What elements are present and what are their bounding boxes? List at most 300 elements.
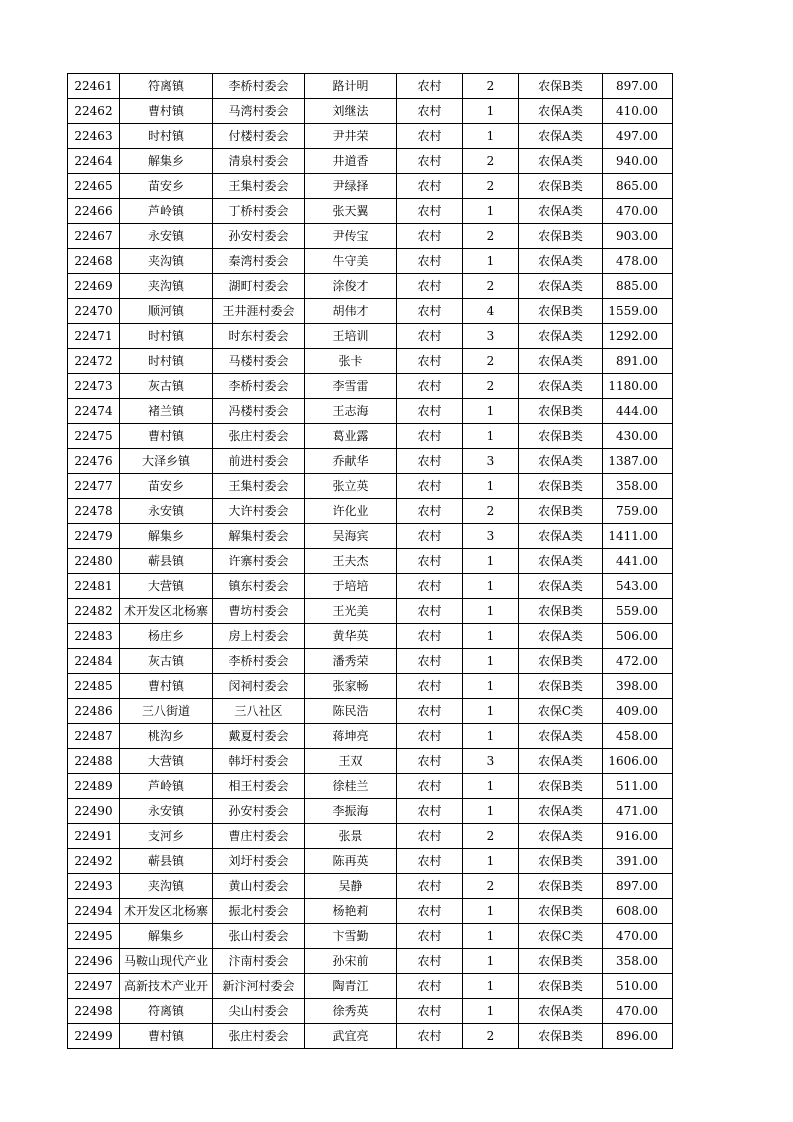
town-cell: 杨庄乡 <box>120 624 213 649</box>
amount-cell: 458.00 <box>603 724 673 749</box>
household-count-cell: 1 <box>463 799 519 824</box>
insurance-class-cell: 农保A类 <box>519 549 603 574</box>
table-row <box>68 424 673 449</box>
town-cell: 顺河镇 <box>120 299 213 324</box>
area-type-cell: 农村 <box>397 899 463 924</box>
town-cell: 大营镇 <box>120 574 213 599</box>
table-row <box>68 249 673 274</box>
record-id-cell: 22483 <box>68 624 120 649</box>
insurance-class-cell: 农保A类 <box>519 999 603 1024</box>
insurance-class-cell: 农保A类 <box>519 749 603 774</box>
table-row <box>68 349 673 374</box>
table-row <box>68 174 673 199</box>
record-id-cell: 22496 <box>68 949 120 974</box>
insurance-class-cell: 农保B类 <box>519 299 603 324</box>
area-type-cell: 农村 <box>397 849 463 874</box>
amount-cell: 608.00 <box>603 899 673 924</box>
insurance-class-cell: 农保A类 <box>519 274 603 299</box>
amount-cell: 897.00 <box>603 874 673 899</box>
record-id-cell: 22482 <box>68 599 120 624</box>
amount-cell: 940.00 <box>603 149 673 174</box>
insurance-class-cell: 农保A类 <box>519 524 603 549</box>
insurance-class-cell: 农保A类 <box>519 199 603 224</box>
town-cell: 时村镇 <box>120 124 213 149</box>
person-name-cell: 尹绿择 <box>305 174 397 199</box>
insurance-class-cell: 农保B类 <box>519 499 603 524</box>
record-id-cell: 22463 <box>68 124 120 149</box>
village-cell: 黄山村委会 <box>213 874 305 899</box>
area-type-cell: 农村 <box>397 749 463 774</box>
village-cell: 许寨村委会 <box>213 549 305 574</box>
household-count-cell: 3 <box>463 449 519 474</box>
area-type-cell: 农村 <box>397 599 463 624</box>
village-cell: 张庄村委会 <box>213 424 305 449</box>
person-name-cell: 张卡 <box>305 349 397 374</box>
person-name-cell: 孙宋前 <box>305 949 397 974</box>
record-id-cell: 22485 <box>68 674 120 699</box>
person-name-cell: 牛守美 <box>305 249 397 274</box>
insurance-class-cell: 农保B类 <box>519 674 603 699</box>
record-id-cell: 22487 <box>68 724 120 749</box>
village-cell: 孙安村委会 <box>213 224 305 249</box>
table-row <box>68 199 673 224</box>
record-id-cell: 22467 <box>68 224 120 249</box>
household-count-cell: 1 <box>463 849 519 874</box>
table-row <box>68 849 673 874</box>
table-row <box>68 899 673 924</box>
amount-cell: 470.00 <box>603 199 673 224</box>
table-row <box>68 474 673 499</box>
table-row <box>68 924 673 949</box>
person-name-cell: 尹井荣 <box>305 124 397 149</box>
household-count-cell: 1 <box>463 949 519 974</box>
insurance-class-cell: 农保B类 <box>519 649 603 674</box>
table-row <box>68 974 673 999</box>
record-id-cell: 22481 <box>68 574 120 599</box>
insurance-class-cell: 农保A类 <box>519 249 603 274</box>
insurance-class-cell: 农保C类 <box>519 924 603 949</box>
record-id-cell: 22497 <box>68 974 120 999</box>
person-name-cell: 蒋坤亮 <box>305 724 397 749</box>
amount-cell: 478.00 <box>603 249 673 274</box>
area-type-cell: 农村 <box>397 349 463 374</box>
town-cell: 灰古镇 <box>120 649 213 674</box>
town-cell: 蕲县镇 <box>120 549 213 574</box>
person-name-cell: 王夫杰 <box>305 549 397 574</box>
area-type-cell: 农村 <box>397 574 463 599</box>
household-count-cell: 1 <box>463 199 519 224</box>
household-count-cell: 1 <box>463 549 519 574</box>
record-id-cell: 22464 <box>68 149 120 174</box>
area-type-cell: 农村 <box>397 724 463 749</box>
town-cell: 夹沟镇 <box>120 249 213 274</box>
amount-cell: 497.00 <box>603 124 673 149</box>
village-cell: 李桥村委会 <box>213 649 305 674</box>
area-type-cell: 农村 <box>397 299 463 324</box>
town-cell: 术开发区北杨寨 <box>120 599 213 624</box>
household-count-cell: 1 <box>463 649 519 674</box>
record-id-cell: 22479 <box>68 524 120 549</box>
amount-cell: 430.00 <box>603 424 673 449</box>
village-cell: 孙安村委会 <box>213 799 305 824</box>
insurance-class-cell: 农保A类 <box>519 824 603 849</box>
table-row <box>68 74 673 99</box>
insurance-class-cell: 农保B类 <box>519 74 603 99</box>
person-name-cell: 张家畅 <box>305 674 397 699</box>
town-cell: 符离镇 <box>120 74 213 99</box>
person-name-cell: 杨艳莉 <box>305 899 397 924</box>
town-cell: 苗安乡 <box>120 474 213 499</box>
record-id-cell: 22486 <box>68 699 120 724</box>
record-id-cell: 22495 <box>68 924 120 949</box>
person-name-cell: 吴海宾 <box>305 524 397 549</box>
village-cell: 张山村委会 <box>213 924 305 949</box>
village-cell: 前进村委会 <box>213 449 305 474</box>
insurance-class-cell: 农保C类 <box>519 699 603 724</box>
person-name-cell: 路计明 <box>305 74 397 99</box>
town-cell: 永安镇 <box>120 224 213 249</box>
insurance-class-cell: 农保A类 <box>519 99 603 124</box>
town-cell: 灰古镇 <box>120 374 213 399</box>
village-cell: 振北村委会 <box>213 899 305 924</box>
person-name-cell: 徐秀英 <box>305 999 397 1024</box>
village-cell: 解集村委会 <box>213 524 305 549</box>
records-table <box>67 73 673 1049</box>
insurance-class-cell: 农保B类 <box>519 1024 603 1049</box>
town-cell: 芦岭镇 <box>120 774 213 799</box>
amount-cell: 1387.00 <box>603 449 673 474</box>
area-type-cell: 农村 <box>397 74 463 99</box>
village-cell: 曹坊村委会 <box>213 599 305 624</box>
village-cell: 时东村委会 <box>213 324 305 349</box>
area-type-cell: 农村 <box>397 874 463 899</box>
household-count-cell: 3 <box>463 749 519 774</box>
insurance-class-cell: 农保B类 <box>519 849 603 874</box>
amount-cell: 1559.00 <box>603 299 673 324</box>
area-type-cell: 农村 <box>397 824 463 849</box>
town-cell: 时村镇 <box>120 349 213 374</box>
table-row <box>68 1024 673 1049</box>
household-count-cell: 1 <box>463 99 519 124</box>
insurance-class-cell: 农保B类 <box>519 974 603 999</box>
area-type-cell: 农村 <box>397 124 463 149</box>
amount-cell: 916.00 <box>603 824 673 849</box>
insurance-class-cell: 农保A类 <box>519 574 603 599</box>
amount-cell: 470.00 <box>603 924 673 949</box>
amount-cell: 891.00 <box>603 349 673 374</box>
area-type-cell: 农村 <box>397 149 463 174</box>
record-id-cell: 22494 <box>68 899 120 924</box>
person-name-cell: 刘继法 <box>305 99 397 124</box>
household-count-cell: 1 <box>463 774 519 799</box>
person-name-cell: 徐桂兰 <box>305 774 397 799</box>
village-cell: 曹庄村委会 <box>213 824 305 849</box>
town-cell: 蕲县镇 <box>120 849 213 874</box>
amount-cell: 559.00 <box>603 599 673 624</box>
area-type-cell: 农村 <box>397 799 463 824</box>
person-name-cell: 陶青江 <box>305 974 397 999</box>
record-id-cell: 22470 <box>68 299 120 324</box>
area-type-cell: 农村 <box>397 974 463 999</box>
table-row <box>68 449 673 474</box>
town-cell: 符离镇 <box>120 999 213 1024</box>
town-cell: 曹村镇 <box>120 674 213 699</box>
insurance-class-cell: 农保B类 <box>519 949 603 974</box>
town-cell: 时村镇 <box>120 324 213 349</box>
amount-cell: 1292.00 <box>603 324 673 349</box>
town-cell: 永安镇 <box>120 499 213 524</box>
area-type-cell: 农村 <box>397 174 463 199</box>
person-name-cell: 乔献华 <box>305 449 397 474</box>
household-count-cell: 1 <box>463 724 519 749</box>
area-type-cell: 农村 <box>397 424 463 449</box>
town-cell: 术开发区北杨寨 <box>120 899 213 924</box>
town-cell: 曹村镇 <box>120 424 213 449</box>
amount-cell: 897.00 <box>603 74 673 99</box>
household-count-cell: 2 <box>463 374 519 399</box>
table-row <box>68 99 673 124</box>
table-row <box>68 399 673 424</box>
area-type-cell: 农村 <box>397 949 463 974</box>
table-row <box>68 524 673 549</box>
person-name-cell: 尹传宝 <box>305 224 397 249</box>
amount-cell: 1606.00 <box>603 749 673 774</box>
table-row <box>68 574 673 599</box>
town-cell: 马鞍山现代产业 <box>120 949 213 974</box>
area-type-cell: 农村 <box>397 324 463 349</box>
household-count-cell: 1 <box>463 999 519 1024</box>
amount-cell: 759.00 <box>603 499 673 524</box>
household-count-cell: 3 <box>463 524 519 549</box>
table-row <box>68 749 673 774</box>
person-name-cell: 井道香 <box>305 149 397 174</box>
record-id-cell: 22466 <box>68 199 120 224</box>
household-count-cell: 1 <box>463 574 519 599</box>
area-type-cell: 农村 <box>397 224 463 249</box>
village-cell: 新汴河村委会 <box>213 974 305 999</box>
insurance-class-cell: 农保A类 <box>519 349 603 374</box>
record-id-cell: 22472 <box>68 349 120 374</box>
village-cell: 镇东村委会 <box>213 574 305 599</box>
household-count-cell: 2 <box>463 74 519 99</box>
amount-cell: 511.00 <box>603 774 673 799</box>
person-name-cell: 黄华英 <box>305 624 397 649</box>
area-type-cell: 农村 <box>397 399 463 424</box>
record-id-cell: 22478 <box>68 499 120 524</box>
person-name-cell: 王志海 <box>305 399 397 424</box>
person-name-cell: 吴静 <box>305 874 397 899</box>
town-cell: 大泽乡镇 <box>120 449 213 474</box>
area-type-cell: 农村 <box>397 699 463 724</box>
area-type-cell: 农村 <box>397 924 463 949</box>
household-count-cell: 1 <box>463 624 519 649</box>
amount-cell: 1180.00 <box>603 374 673 399</box>
village-cell: 尖山村委会 <box>213 999 305 1024</box>
table-row <box>68 374 673 399</box>
record-id-cell: 22499 <box>68 1024 120 1049</box>
record-id-cell: 22465 <box>68 174 120 199</box>
amount-cell: 472.00 <box>603 649 673 674</box>
household-count-cell: 2 <box>463 349 519 374</box>
household-count-cell: 2 <box>463 224 519 249</box>
insurance-class-cell: 农保A类 <box>519 324 603 349</box>
town-cell: 高新技术产业开 <box>120 974 213 999</box>
area-type-cell: 农村 <box>397 999 463 1024</box>
village-cell: 秦湾村委会 <box>213 249 305 274</box>
table-row <box>68 149 673 174</box>
area-type-cell: 农村 <box>397 474 463 499</box>
village-cell: 王集村委会 <box>213 474 305 499</box>
area-type-cell: 农村 <box>397 649 463 674</box>
record-id-cell: 22488 <box>68 749 120 774</box>
table-row <box>68 624 673 649</box>
town-cell: 解集乡 <box>120 524 213 549</box>
household-count-cell: 1 <box>463 674 519 699</box>
village-cell: 清泉村委会 <box>213 149 305 174</box>
town-cell: 永安镇 <box>120 799 213 824</box>
village-cell: 张庄村委会 <box>213 1024 305 1049</box>
table-row <box>68 774 673 799</box>
area-type-cell: 农村 <box>397 199 463 224</box>
insurance-class-cell: 农保B类 <box>519 874 603 899</box>
household-count-cell: 2 <box>463 874 519 899</box>
table-row <box>68 224 673 249</box>
record-id-cell: 22498 <box>68 999 120 1024</box>
insurance-class-cell: 农保B类 <box>519 399 603 424</box>
village-cell: 房上村委会 <box>213 624 305 649</box>
household-count-cell: 2 <box>463 174 519 199</box>
amount-cell: 398.00 <box>603 674 673 699</box>
insurance-class-cell: 农保A类 <box>519 374 603 399</box>
amount-cell: 903.00 <box>603 224 673 249</box>
household-count-cell: 1 <box>463 424 519 449</box>
village-cell: 大许村委会 <box>213 499 305 524</box>
insurance-class-cell: 农保B类 <box>519 899 603 924</box>
area-type-cell: 农村 <box>397 249 463 274</box>
household-count-cell: 4 <box>463 299 519 324</box>
insurance-class-cell: 农保B类 <box>519 774 603 799</box>
amount-cell: 470.00 <box>603 999 673 1024</box>
amount-cell: 510.00 <box>603 974 673 999</box>
record-id-cell: 22462 <box>68 99 120 124</box>
village-cell: 李桥村委会 <box>213 374 305 399</box>
amount-cell: 444.00 <box>603 399 673 424</box>
town-cell: 大营镇 <box>120 749 213 774</box>
person-name-cell: 李雪雷 <box>305 374 397 399</box>
record-id-cell: 22493 <box>68 874 120 899</box>
town-cell: 芦岭镇 <box>120 199 213 224</box>
table-row <box>68 724 673 749</box>
insurance-class-cell: 农保B类 <box>519 599 603 624</box>
household-count-cell: 1 <box>463 974 519 999</box>
amount-cell: 410.00 <box>603 99 673 124</box>
table-row <box>68 124 673 149</box>
insurance-class-cell: 农保B类 <box>519 174 603 199</box>
area-type-cell: 农村 <box>397 274 463 299</box>
table-row <box>68 874 673 899</box>
table-row <box>68 949 673 974</box>
household-count-cell: 2 <box>463 824 519 849</box>
village-cell: 戴夏村委会 <box>213 724 305 749</box>
record-id-cell: 22490 <box>68 799 120 824</box>
household-count-cell: 1 <box>463 924 519 949</box>
household-count-cell: 1 <box>463 699 519 724</box>
amount-cell: 358.00 <box>603 474 673 499</box>
village-cell: 丁桥村委会 <box>213 199 305 224</box>
area-type-cell: 农村 <box>397 674 463 699</box>
area-type-cell: 农村 <box>397 624 463 649</box>
insurance-class-cell: 农保A类 <box>519 724 603 749</box>
insurance-class-cell: 农保B类 <box>519 474 603 499</box>
table-row <box>68 699 673 724</box>
person-name-cell: 张景 <box>305 824 397 849</box>
village-cell: 冯楼村委会 <box>213 399 305 424</box>
record-id-cell: 22492 <box>68 849 120 874</box>
person-name-cell: 卞雪勤 <box>305 924 397 949</box>
record-id-cell: 22475 <box>68 424 120 449</box>
table-row <box>68 499 673 524</box>
record-id-cell: 22484 <box>68 649 120 674</box>
table-row <box>68 649 673 674</box>
area-type-cell: 农村 <box>397 499 463 524</box>
amount-cell: 358.00 <box>603 949 673 974</box>
table-row <box>68 674 673 699</box>
person-name-cell: 葛业露 <box>305 424 397 449</box>
household-count-cell: 2 <box>463 499 519 524</box>
insurance-class-cell: 农保A类 <box>519 149 603 174</box>
record-id-cell: 22480 <box>68 549 120 574</box>
amount-cell: 409.00 <box>603 699 673 724</box>
person-name-cell: 许化业 <box>305 499 397 524</box>
insurance-class-cell: 农保A类 <box>519 799 603 824</box>
person-name-cell: 潘秀荣 <box>305 649 397 674</box>
table-row <box>68 824 673 849</box>
village-cell: 王井涯村委会 <box>213 299 305 324</box>
village-cell: 王集村委会 <box>213 174 305 199</box>
record-id-cell: 22491 <box>68 824 120 849</box>
record-id-cell: 22474 <box>68 399 120 424</box>
record-id-cell: 22489 <box>68 774 120 799</box>
person-name-cell: 陈民浩 <box>305 699 397 724</box>
amount-cell: 441.00 <box>603 549 673 574</box>
village-cell: 刘圩村委会 <box>213 849 305 874</box>
household-count-cell: 1 <box>463 474 519 499</box>
household-count-cell: 3 <box>463 324 519 349</box>
household-count-cell: 1 <box>463 124 519 149</box>
village-cell: 付楼村委会 <box>213 124 305 149</box>
village-cell: 相王村委会 <box>213 774 305 799</box>
village-cell: 李桥村委会 <box>213 74 305 99</box>
amount-cell: 865.00 <box>603 174 673 199</box>
town-cell: 夹沟镇 <box>120 274 213 299</box>
table-row <box>68 799 673 824</box>
town-cell: 解集乡 <box>120 924 213 949</box>
household-count-cell: 2 <box>463 274 519 299</box>
amount-cell: 391.00 <box>603 849 673 874</box>
household-count-cell: 2 <box>463 149 519 174</box>
village-cell: 湖町村委会 <box>213 274 305 299</box>
person-name-cell: 张天翼 <box>305 199 397 224</box>
amount-cell: 885.00 <box>603 274 673 299</box>
town-cell: 曹村镇 <box>120 99 213 124</box>
record-id-cell: 22469 <box>68 274 120 299</box>
household-count-cell: 1 <box>463 399 519 424</box>
area-type-cell: 农村 <box>397 1024 463 1049</box>
amount-cell: 543.00 <box>603 574 673 599</box>
town-cell: 解集乡 <box>120 149 213 174</box>
insurance-class-cell: 农保A类 <box>519 124 603 149</box>
insurance-class-cell: 农保B类 <box>519 424 603 449</box>
